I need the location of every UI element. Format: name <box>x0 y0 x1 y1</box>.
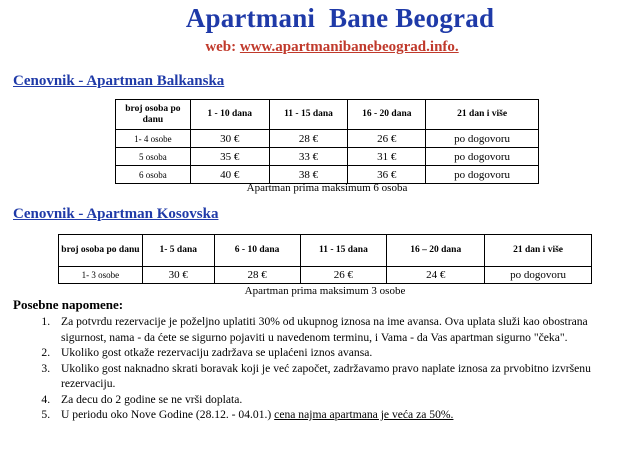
header-cell: broj osoba po danu <box>59 235 143 267</box>
price-cell: po dogovoru <box>485 267 592 284</box>
price-cell: 28 € <box>269 130 348 148</box>
table-row <box>116 148 539 166</box>
kosovska-title: Cenovnik - Apartman Kosovska <box>13 206 219 222</box>
price-cell: po dogovoru <box>426 130 539 148</box>
header-cell: broj osoba po danu <box>116 100 191 130</box>
note-text: U periodu oko Nove Godine (28.12. - 04.01.) <box>61 408 275 421</box>
price-cell: 30 € <box>142 267 214 284</box>
list-item <box>53 407 625 423</box>
header-cell: 6 - 10 dana <box>214 235 300 267</box>
list-item: 4. Za decu do 2 godine se ne vrši doplata. <box>53 392 625 408</box>
page-title: Apartmani Bane Beograd <box>185 3 495 33</box>
notes-title: Posebne napomene: <box>13 297 124 312</box>
row-label: 1- 4 osobe <box>116 130 191 148</box>
price-cell: po dogovoru <box>426 148 539 166</box>
header-cell: 11 - 15 dana <box>300 235 387 267</box>
price-cell: 36 € <box>348 166 426 184</box>
kosovska-price-table <box>58 234 592 284</box>
price-cell: 28 € <box>214 267 300 284</box>
table-row <box>59 267 592 284</box>
notes-list <box>13 314 625 423</box>
website-line <box>0 39 640 56</box>
table-row <box>116 130 539 148</box>
price-cell: 26 € <box>300 267 387 284</box>
header-cell: 1 - 10 dana <box>190 100 269 130</box>
row-label: 6 osoba <box>116 166 191 184</box>
list-item: 3. Ukoliko gost naknadno skrati boravak koji je već započet, zadržavamo pravo naplate iznosa za prvobitno izvršenu rezervaciju. <box>53 361 625 392</box>
price-cell: 35 € <box>190 148 269 166</box>
header-cell: 16 – 20 dana <box>387 235 485 267</box>
balkanska-title: Cenovnik - Apartman Balkanska <box>13 73 225 89</box>
price-cell: 26 € <box>348 130 426 148</box>
table-row <box>116 166 539 184</box>
price-cell: 33 € <box>269 148 348 166</box>
balkanska-caption: Apartman prima maksimum 6 osoba <box>246 182 408 194</box>
header-cell: 1- 5 dana <box>142 235 214 267</box>
list-item: 1. Za potvrdu rezervacije je poželjno uplatiti 30% od ukupnog iznosa na ime avansa. Ova uplata služi kao obostrana sigurnost, nama - da ćete se sigurno pojaviti u navedenom terminu, i Vama - da Vas apartman sigurno "čeka". <box>53 314 625 345</box>
price-cell: 31 € <box>348 148 426 166</box>
table-header-row <box>116 100 539 130</box>
list-item: 2. Ukoliko gost otkaže rezervaciju zadržava se uplaćeni iznos avansa. <box>53 345 625 361</box>
price-cell: 24 € <box>387 267 485 284</box>
header-cell: 16 - 20 dana <box>348 100 426 130</box>
note-emphasis: cena najma apartmana je veća za 50%. <box>274 408 454 421</box>
header-cell: 21 dan i više <box>485 235 592 267</box>
web-label: web: <box>205 39 240 55</box>
row-label: 1- 3 osobe <box>59 267 143 284</box>
kosovska-caption: Apartman prima maksimum 3 osobe <box>244 285 406 297</box>
website-link[interactable]: www.apartmanibanebeograd.info. <box>239 39 459 55</box>
balkanska-price-table <box>115 99 539 184</box>
price-cell: 40 € <box>190 166 269 184</box>
header-cell: 11 - 15 dana <box>269 100 348 130</box>
row-label: 5 osoba <box>116 148 191 166</box>
price-cell: po dogovoru <box>426 166 539 184</box>
header-cell: 21 dan i više <box>426 100 539 130</box>
table-header-row <box>59 235 592 267</box>
price-cell: 38 € <box>269 166 348 184</box>
price-cell: 30 € <box>190 130 269 148</box>
